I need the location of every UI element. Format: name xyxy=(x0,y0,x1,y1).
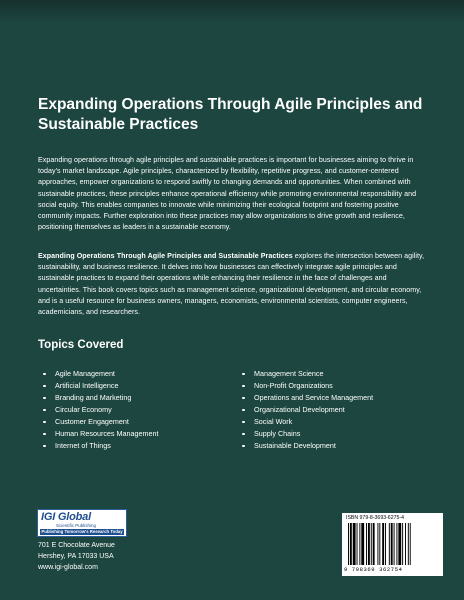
topic-item: Artificial Intelligence xyxy=(42,380,158,392)
topic-item: Customer Engagement xyxy=(42,416,158,428)
topic-item: Human Resources Management xyxy=(42,428,158,440)
barcode-digits: 9 798369 362754 xyxy=(344,566,403,573)
topic-item: Organizational Development xyxy=(241,404,373,416)
topic-item: Supply Chains xyxy=(241,428,373,440)
description-paragraph-2 xyxy=(38,251,430,318)
topic-item: Branding and Marketing xyxy=(42,392,158,404)
address-line-2: Hershey, PA 17033 USA xyxy=(38,553,114,560)
logo-tagline: Publishing Tomorrow's Research Today xyxy=(41,529,123,534)
topics-list-left xyxy=(42,368,158,452)
isbn-barcode xyxy=(342,513,443,576)
topics-list-right xyxy=(241,368,373,452)
description-paragraph-2-text: explores the intersection between agility, sustainability, and business resilience. It delves into how businesses can effectively integrate agile principles and sustainable practices to expand their operations while enhancing their resilience in the face of challenges and uncertainties. This book covers topics such as management science, organizational development, and circular economy, and is a useful resource for business owners, managers, economists, environmental scientists, computer engineers, academicians, and researchers. xyxy=(38,252,425,317)
topic-item: Non-Profit Organizations xyxy=(241,380,373,392)
topic-item: Circular Economy xyxy=(42,404,158,416)
address-line-1: 701 E Chocolate Avenue xyxy=(38,542,115,549)
topics-heading: Topics Covered xyxy=(38,339,124,351)
publisher-address xyxy=(38,540,115,573)
top-band xyxy=(0,0,464,22)
topic-item: Agile Management xyxy=(42,368,158,380)
topic-item: Sustainable Development xyxy=(241,440,373,452)
publisher-website: www.igi-global.com xyxy=(38,564,98,571)
description-paragraph-1: Expanding operations through agile principles and sustainable practices is important for businesses aiming to thrive in today's market landscape. Agile principles, characterized by flexibility, repetitive progress, and customer-centered approaches, empower organizations to respond swiftly to changing demands and opportunities. When combined with sustainable practices, these principles enhance operational efficiency while promoting environmental responsibility and social equity. This enables companies to innovate while minimizing their ecological footprint and fostering positive community impacts. Further exploration into these practices may allow organizations to drive growth and resilience, positioning themselves as leaders in a sustainable economy. xyxy=(38,156,417,232)
topic-item: Internet of Things xyxy=(42,440,158,452)
logo-subtitle: Scientific Publishing xyxy=(56,523,97,528)
publisher-logo xyxy=(37,509,127,537)
topic-item: Social Work xyxy=(241,416,373,428)
barcode-bars-icon xyxy=(348,523,438,565)
book-title: Expanding Operations Through Agile Principles and Sustainable Practices xyxy=(38,96,423,133)
logo-name: IGI Global xyxy=(41,511,91,523)
topic-item: Management Science xyxy=(241,368,373,380)
book-title-inline: Expanding Operations Through Agile Principles and Sustainable Practices xyxy=(38,252,293,260)
isbn-number: ISBN 979-8-3693-6275-4 xyxy=(346,515,404,521)
topic-item: Operations and Service Management xyxy=(241,392,373,404)
